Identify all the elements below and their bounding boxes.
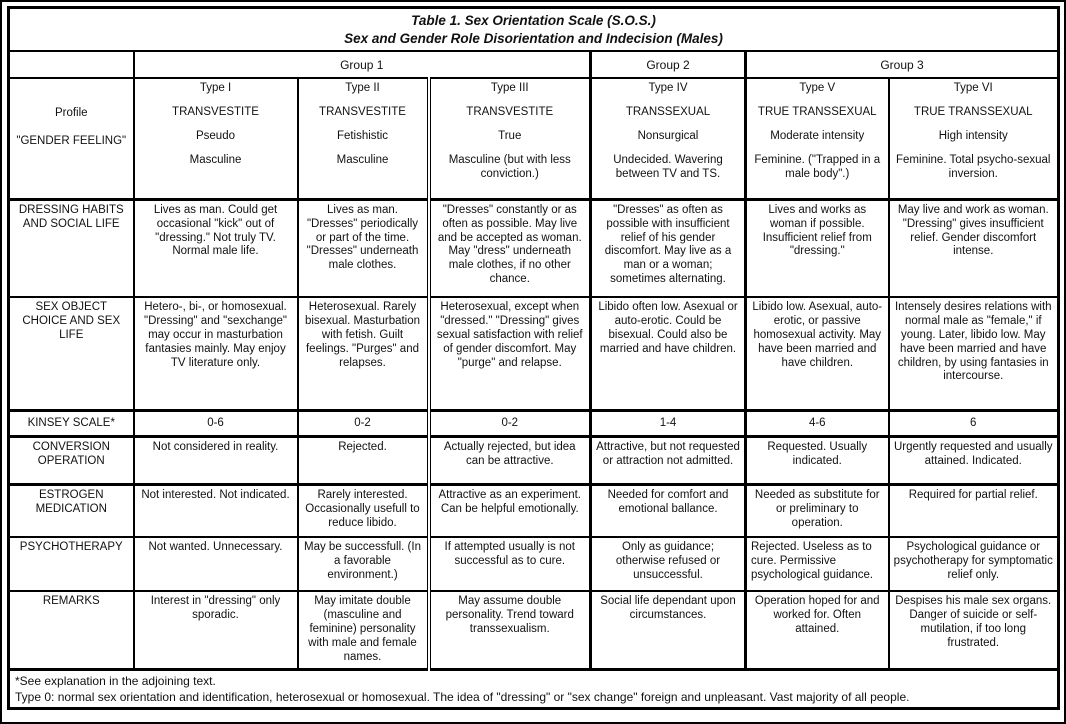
cell-remarks-type3: May assume double personality. Trend toward transsexualism. <box>429 591 591 669</box>
row-label-sex-object: SEX OBJECT CHOICE AND SEX LIFE <box>9 297 134 410</box>
cell-dressing-type5: Lives and works as woman if possible. Insufficient relief from "dressing." <box>746 199 889 297</box>
type-6-category: TRUE TRANSSEXUAL <box>913 106 1033 119</box>
cell-estrogen-type5: Needed as substitute for or preliminary to operation. <box>746 484 889 537</box>
type-2-name: Type II <box>345 82 380 95</box>
cell-psycho-type1: Not wanted. Unnecessary. <box>134 537 298 591</box>
profile-label-line2: "GENDER FEELING" <box>16 135 127 148</box>
cell-estrogen-type2: Rarely interested. Occasionally usefull to reduce libido. <box>298 484 429 537</box>
cell-conversion-type6: Urgently requested and usually attained. Indicated. <box>889 436 1059 484</box>
cell-estrogen-type1: Not interested. Not indicated. <box>134 484 298 537</box>
type-3-header <box>429 78 591 199</box>
type-1-header <box>134 78 298 199</box>
cell-remarks-type1: Interest in "dressing" only sporadic. <box>134 591 298 669</box>
cell-dressing-type1: Lives as man. Could get occasional "kick" out of "dressing." Not truly TV. Normal male life. <box>134 199 298 297</box>
type-4-subtype: Nonsurgical <box>637 130 699 143</box>
cell-conversion-type4: Attractive, but not requested or attraction not admitted. <box>591 436 746 484</box>
footnote-line1: *See explanation in the adjoining text. <box>15 673 216 688</box>
cell-psycho-type5: Rejected. Useless as to cure. Permissive psychological guidance. <box>746 537 889 591</box>
type-4-category: TRANSSEXUAL <box>625 106 711 119</box>
row-label-kinsey: KINSEY SCALE* <box>9 410 134 436</box>
type-5-feeling: Feminine. ("Trapped in a male body".) <box>754 153 881 180</box>
cell-estrogen-type3: Attractive as an experiment. Can be helpful emotionally. <box>429 484 591 537</box>
cell-sexobj-type3: Heterosexual, except when "dressed." "Dressing" gives sexual satisfaction with relief of gender discomfort. May "purge" and relapse. <box>429 297 591 410</box>
sos-table <box>7 6 1060 710</box>
type-1-feeling: Masculine <box>189 153 242 166</box>
type-4-feeling: Undecided. Wavering between TV and TS. <box>613 153 723 180</box>
type-3-subtype: True <box>498 130 522 143</box>
row-conversion-operation <box>9 436 1059 484</box>
row-label-profile <box>9 78 134 199</box>
cell-kinsey-type3: 0-2 <box>429 410 591 436</box>
row-label-estrogen: ESTROGEN MEDICATION <box>9 484 134 537</box>
type-6-feeling: Feminine. Total psycho-sexual inversion. <box>896 153 1051 180</box>
cell-remarks-type5: Operation hoped for and worked for. Often attained. <box>746 591 889 669</box>
type-3-feeling: Masculine (but with less conviction.) <box>448 153 571 180</box>
type-6-header <box>889 78 1059 199</box>
row-psychotherapy <box>9 537 1059 591</box>
profile-label-line1: Profile <box>54 107 88 120</box>
table-title <box>9 8 1059 52</box>
type-4-header <box>591 78 746 199</box>
cell-remarks-type2: May imitate double (masculine and feminine) personality with male and female names. <box>298 591 429 669</box>
type-6-subtype: High intensity <box>938 130 1008 143</box>
type-5-header <box>746 78 889 199</box>
footnote-line2: Type 0: normal sex orientation and identification, heterosexual or homosexual. The idea of "dressing" or "sex change" foreign and unpleasant. Vast majority of all people. <box>15 689 910 704</box>
type-2-subtype: Fetishistic <box>336 130 389 143</box>
row-sex-object <box>9 297 1059 410</box>
type-4-name: Type IV <box>648 82 688 95</box>
group-2-header: Group 2 <box>591 51 746 78</box>
group-1-header: Group 1 <box>134 51 591 78</box>
title-row <box>9 8 1059 52</box>
type-2-header <box>298 78 429 199</box>
row-dressing-habits <box>9 199 1059 297</box>
cell-conversion-type1: Not considered in reality. <box>134 436 298 484</box>
cell-psycho-type2: May be successfull. (In a favorable environment.) <box>298 537 429 591</box>
cell-psycho-type6: Psychological guidance or psychotherapy for symptomatic relief only. <box>889 537 1059 591</box>
row-label-dressing-habits: DRESSING HABITS AND SOCIAL LIFE <box>9 199 134 297</box>
row-kinsey-scale <box>9 410 1059 436</box>
type-2-feeling: Masculine <box>336 153 389 166</box>
type-2-category: TRANSVESTITE <box>319 106 406 119</box>
footnote-row <box>9 669 1059 708</box>
cell-sexobj-type2: Heterosexual. Rarely bisexual. Masturbation with fetish. Guilt feelings. "Purges" and relapses. <box>298 297 429 410</box>
cell-estrogen-type4: Needed for comfort and emotional ballance. <box>591 484 746 537</box>
cell-conversion-type2: Rejected. <box>298 436 429 484</box>
type-1-subtype: Pseudo <box>195 130 235 143</box>
type-3-name: Type III <box>490 82 529 95</box>
cell-kinsey-type2: 0-2 <box>298 410 429 436</box>
type-1-name: Type I <box>199 82 232 95</box>
cell-remarks-type6: Despises his male sex organs. Danger of suicide or self-mutilation, if too long frustrated. <box>889 591 1059 669</box>
type-6-name: Type VI <box>953 82 993 95</box>
cell-psycho-type3: If attempted usually is not successful as to cure. <box>429 537 591 591</box>
cell-dressing-type6: May live and work as woman. "Dressing" gives insufficient relief. Gender discomfort intense. <box>889 199 1059 297</box>
type-5-category: TRUE TRANSSEXUAL <box>757 106 877 119</box>
cell-dressing-type2: Lives as man. "Dresses" periodically or part of the time. "Dresses" underneath male clothes. <box>298 199 429 297</box>
type-1-category: TRANSVESTITE <box>172 106 259 119</box>
cell-dressing-type3: "Dresses" constantly or as often as possible. May live and be accepted as woman. May "dress" underneath male clothes, if no other chance. <box>429 199 591 297</box>
cell-kinsey-type1: 0-6 <box>134 410 298 436</box>
cell-conversion-type3: Actually rejected, but idea can be attractive. <box>429 436 591 484</box>
cell-remarks-type4: Social life dependant upon circumstances. <box>591 591 746 669</box>
cell-sexobj-type1: Hetero-, bi-, or homosexual. "Dressing" and "sexchange" may occur in masturbation fantasies mainly. May enjoy TV literature only. <box>134 297 298 410</box>
row-estrogen-medication <box>9 484 1059 537</box>
corner-cell <box>9 51 134 78</box>
cell-dressing-type4: "Dresses" as often as possible with insufficient relief of his gender discomfort. May live as a man or a woman; sometimes alternating. <box>591 199 746 297</box>
cell-kinsey-type6: 6 <box>889 410 1059 436</box>
type-5-subtype: Moderate intensity <box>770 130 865 143</box>
cell-psycho-type4: Only as guidance; otherwise refused or unsuccessful. <box>591 537 746 591</box>
footnotes <box>9 669 1059 708</box>
group-header-row <box>9 51 1059 78</box>
row-label-remarks: REMARKS <box>9 591 134 669</box>
cell-sexobj-type6: Intensely desires relations with normal male as "female," if young. Later, libido low. May have been married and have children, by using fantasies in intercourse. <box>889 297 1059 410</box>
row-label-conversion: CONVERSION OPERATION <box>9 436 134 484</box>
type-3-category: TRANSVESTITE <box>466 106 554 119</box>
cell-kinsey-type4: 1-4 <box>591 410 746 436</box>
cell-conversion-type5: Requested. Usually indicated. <box>746 436 889 484</box>
cell-sexobj-type4: Libido often low. Asexual or auto-erotic. Could be bisexual. Could also be married and have children. <box>591 297 746 410</box>
table-title-line2: Sex and Gender Role Disorientation and Indecision (Males) <box>344 31 723 47</box>
cell-estrogen-type6: Required for partial relief. <box>889 484 1059 537</box>
profile-row <box>9 78 1059 199</box>
cell-sexobj-type5: Libido low. Asexual, auto-erotic, or passive homosexual activity. May have been married and have children. <box>746 297 889 410</box>
row-label-psychotherapy: PSYCHOTHERAPY <box>9 537 134 591</box>
group-3-header: Group 3 <box>746 51 1059 78</box>
cell-kinsey-type5: 4-6 <box>746 410 889 436</box>
table-title-line1: Table 1. Sex Orientation Scale (S.O.S.) <box>411 13 656 28</box>
type-5-name: Type V <box>799 82 836 95</box>
row-remarks <box>9 591 1059 669</box>
